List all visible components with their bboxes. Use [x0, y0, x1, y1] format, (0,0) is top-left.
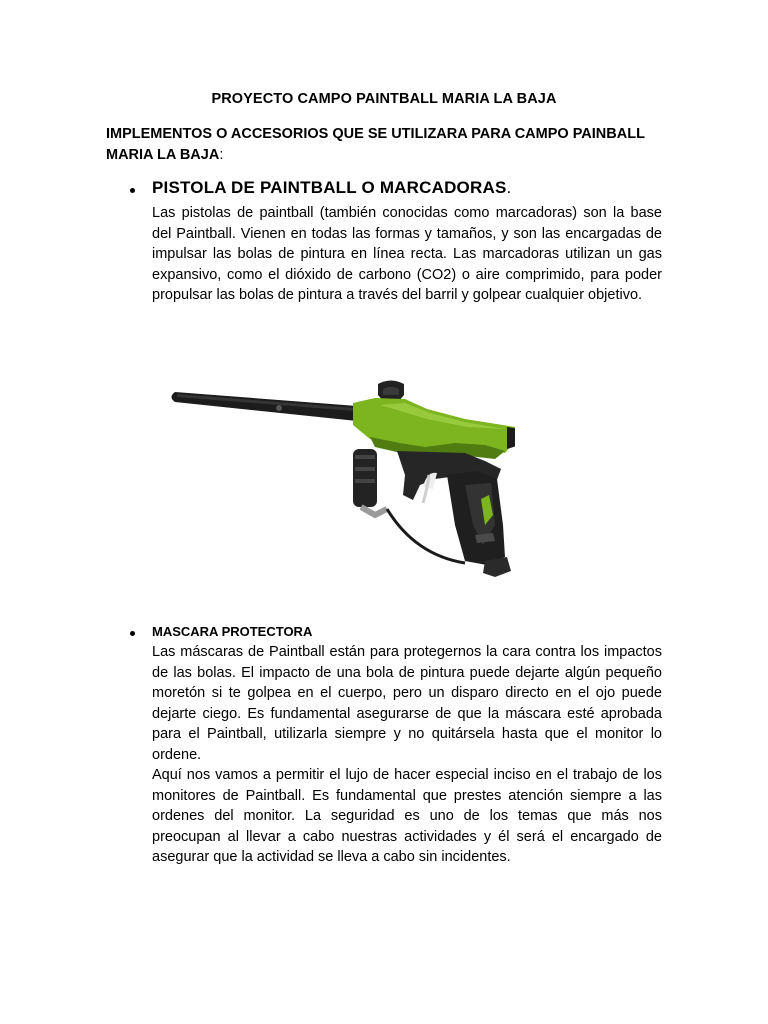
document-title: PROYECTO CAMPO PAINTBALL MARIA LA BAJA	[211, 91, 557, 107]
section-paragraph: Las pistolas de paintball (también conocidas como marcadoras) son la base del Paintball. Vienen en todas las formas y tamaños, y son las encargadas de impulsar las bolas de pintura en línea recta. Las marcadoras utilizan un gas expansivo, como el dióxido de carbono (CO2) o aire comprimido, para poder propulsar las bolas de pintura a través del barril y golpear cualquier objetivo.	[152, 205, 662, 303]
bullet-icon	[130, 631, 135, 636]
document-subtitle	[106, 124, 666, 166]
subtitle-colon: :	[219, 147, 224, 163]
paintball-marker-image	[165, 375, 515, 585]
section-paragraph: Las máscaras de Paintball están para protegernos la cara contra los impactos de las bolas. El impacto de una bola de pintura puede dejarte algún pequeño moretón si te golpea en el cuerpo, pero un disparo directo en el ojo puede dejarte ciego. Es fundamental asegurarse de que la máscara esté aprobada para el Paintball, utilizarla siempre y no quitársela hasta que el monitor lo ordene.	[152, 644, 662, 763]
section-heading-text: PISTOLA DE PAINTBALL O MARCADORAS	[152, 178, 507, 197]
section-heading-mask: MASCARA PROTECTORA	[152, 624, 313, 639]
section-heading-period: .	[506, 178, 512, 197]
bullet-icon	[130, 188, 135, 193]
section-heading-marker	[152, 178, 511, 198]
section-paragraph: Aquí nos vamos a permitir el lujo de hacer especial inciso en el trabajo de los monitores de Paintball. Es fundamental que prestes atención siempre a las ordenes del monitor. La seguridad es uno de los temas que más nos preocupan al llevar a cabo nuestras actividades y él será el encargado de asegurar que la actividad se lleva a cabo sin incidentes.	[152, 767, 662, 865]
subtitle-text: IMPLEMENTOS O ACCESORIOS QUE SE UTILIZARA PARA CAMPO PAINBALL MARIA LA BAJA	[106, 126, 645, 163]
